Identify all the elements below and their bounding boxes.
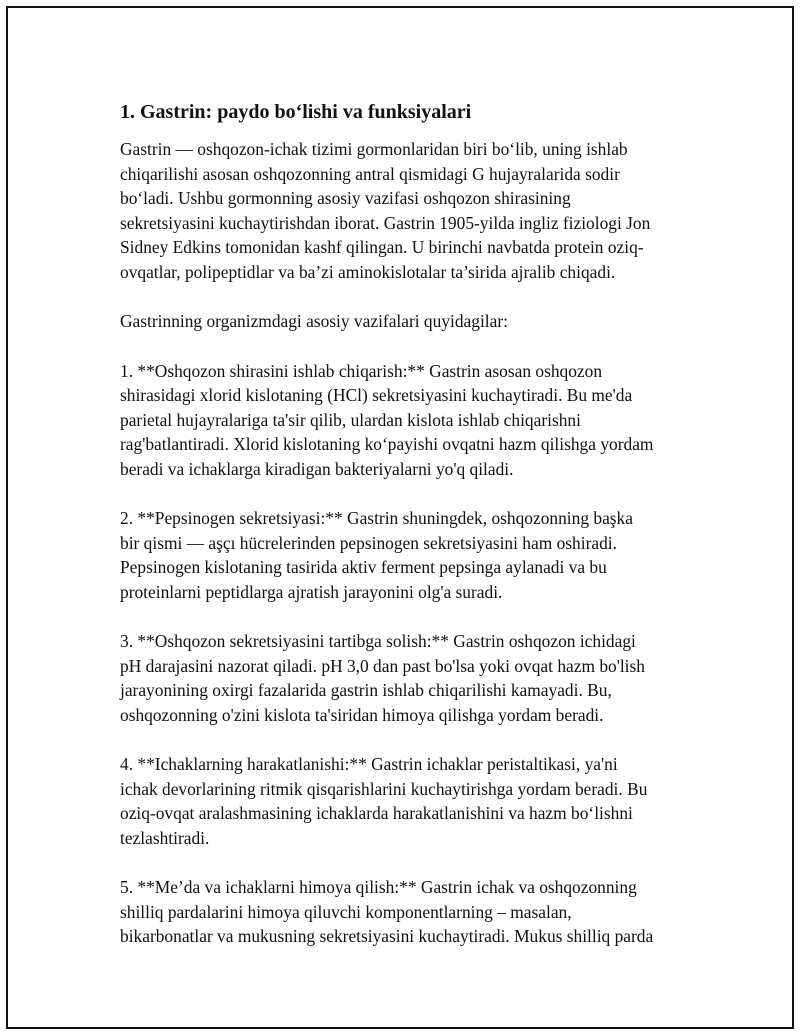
list-item-3: [120, 629, 690, 727]
text-line: proteinlarni peptidlarga ajratish jarayonini olg'a suradi.: [120, 581, 503, 602]
text-line: chiqarilishi asosan oshqozonning antral qismidagi G hujayralarida sodir: [120, 163, 620, 184]
text-line: shilliq pardalarini himoya qiluvchi komponentlarning – masalan,: [120, 901, 572, 922]
list-item-2: [120, 506, 690, 604]
text-line: 1. **Oshqozon shirasini ishlab chiqarish:** Gastrin asosan oshqozon: [120, 360, 603, 381]
document-body: [120, 98, 690, 974]
text-line: beradi va ichaklarga kiradigan bakteriyalarni yo'q qiladi.: [120, 458, 514, 479]
text-line: parietal hujayralariga ta'sir qilib, ulardan kislota ishlab chiqarishni: [120, 409, 581, 430]
text-line: ovqatlar, polipeptidlar va ba’zi aminokislotalar ta’sirida ajralib chiqadi.: [120, 261, 616, 282]
list-intro-paragraph: [120, 309, 690, 334]
page-frame: [6, 6, 794, 1029]
text-line: 5. **Me’da va ichaklarni himoya qilish:** Gastrin ichak va oshqozonning: [120, 877, 637, 897]
text-line: Gastrin — oshqozon-ichak tizimi gormonlaridan biri boʻlib, uning ishlab: [120, 139, 628, 159]
text-line: 3. **Oshqozon sekretsiyasini tartibga solish:** Gastrin oshqozon ichidagi: [120, 631, 636, 651]
text-line: 2. **Pepsinogen sekretsiyasi:** Gastrin shuningdek, oshqozonning başka: [120, 508, 633, 528]
text-line: oshqozonning o'zini kislota ta'siridan himoya qilishga yordam beradi.: [120, 704, 604, 725]
text-line: boʻladi. Ushbu gormonning asosiy vazifasi oshqozon shirasining: [120, 188, 571, 208]
text-line: rag'batlantiradi. Xlorid kislotaning koʻpayishi ovqatni hazm qilishga yordam: [120, 434, 654, 454]
list-item-4: [120, 752, 690, 850]
text-line: pH darajasini nazorat qiladi. pH 3,0 dan past bo'lsa yoki ovqat hazm bo'lish: [120, 655, 645, 676]
text-line: bikarbonatlar va mukusning sekretsiyasini kuchaytiradi. Mukus shilliq parda: [120, 926, 654, 946]
text-line: Pepsinogen kislotaning tasirida aktiv ferment pepsinga aylanadi va bu: [120, 557, 607, 577]
list-item-1: [120, 359, 690, 482]
text-line: oziq-ovqat aralashmasining ichaklarda harakatlanishini va hazm boʻlishni: [120, 803, 633, 823]
text-line: ichak devorlarining ritmik qisqarishlarini kuchaytirishga yordam beradi. Bu: [120, 778, 648, 799]
text-line: tezlashtiradi.: [120, 827, 210, 848]
text-line: sekretsiyasini kuchaytirishdan iborat. Gastrin 1905-yilda ingliz fiziologi Jon: [120, 212, 651, 233]
text-line: bir qismi — aşçı hücrelerinden pepsinogen sekretsiyasini ham oshiradi.: [120, 532, 617, 553]
text-line: jarayonining oxirgi fazalarida gastrin ishlab chiqarilishi kamayadi. Bu,: [120, 680, 612, 700]
section-heading: 1. Gastrin: paydo boʻlishi va funksiyalari: [120, 101, 472, 123]
text-line: Sidney Edkins tomonidan kashf qilingan. U birinchi navbatda protein oziq-: [120, 237, 644, 257]
text-line: 4. **Ichaklarning harakatlanishi:** Gastrin ichaklar peristaltikasi, ya'ni: [120, 754, 618, 774]
intro-paragraph: [120, 137, 690, 284]
list-item-5: [120, 875, 690, 949]
text-line: shirasidagi xlorid kislotaning (HCl) sekretsiyasini kuchaytiradi. Bu me'da: [120, 385, 633, 405]
text-line: Gastrinning organizmdagi asosiy vazifalari quyidagilar:: [120, 311, 508, 331]
